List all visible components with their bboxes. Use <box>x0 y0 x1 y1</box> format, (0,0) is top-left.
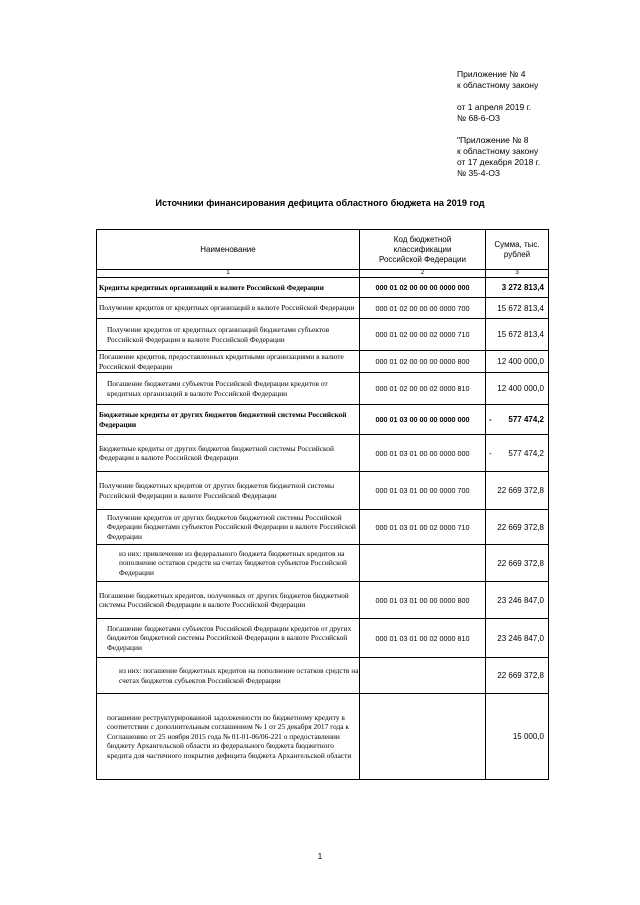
appendix-header <box>457 69 627 190</box>
orig-law-date: от 17 декабря 2018 г. <box>457 157 541 167</box>
row-code: 000 01 03 01 00 02 0000 810 <box>360 619 486 658</box>
row-amount-cell <box>486 435 549 472</box>
row-name: Бюджетные кредиты от других бюджетов бюджетной системы Российской Федерации <box>97 405 360 435</box>
row-amount: 577 474,2 <box>508 448 544 458</box>
row-code: 000 01 03 01 00 00 0000 000 <box>360 435 486 472</box>
table-row <box>97 278 549 298</box>
row-code: 000 01 03 01 00 00 0000 700 <box>360 472 486 510</box>
table-row <box>97 582 549 619</box>
table-row <box>97 405 549 435</box>
column-number-row <box>97 270 549 278</box>
row-amount: 15 672 813,4 <box>486 319 549 351</box>
row-amount: 22 669 372,8 <box>486 658 549 694</box>
row-code: 000 01 03 01 00 00 0000 800 <box>360 582 486 619</box>
table-header-row <box>97 230 549 270</box>
row-name: из них: погашение бюджетных кредитов на пополнение остатков средств на счетах бюджетов субъектов Российской Федерации <box>97 658 360 694</box>
row-code <box>360 694 486 780</box>
col-header-name: Наименование <box>97 230 360 270</box>
row-name: Погашение бюджетами субъектов Российской Федерации кредитов от других бюджетов бюджетной системы Российской Федерации в валюте Российской Федерации <box>97 619 360 658</box>
table-row <box>97 319 549 351</box>
row-code <box>360 658 486 694</box>
row-code: 000 01 02 00 00 00 0000 700 <box>360 298 486 319</box>
row-code <box>360 545 486 582</box>
row-amount: 15 000,0 <box>486 694 549 780</box>
row-name: Погашение бюджетных кредитов, полученных от других бюджетов бюджетной системы Российской Федерации в валюте Российской Федерации <box>97 582 360 619</box>
row-name: Погашение бюджетами субъектов Российской Федерации кредитов от кредитных организаций в валюте Российской Федерации <box>97 373 360 405</box>
table-row <box>97 658 549 694</box>
row-name: Кредиты кредитных организаций в валюте Российской Федерации <box>97 278 360 298</box>
row-amount-cell <box>486 405 549 435</box>
row-code: 000 01 02 00 00 00 0000 000 <box>360 278 486 298</box>
row-code: 000 01 03 01 00 02 0000 710 <box>360 510 486 545</box>
row-name: Получение бюджетных кредитов от других бюджетов бюджетной системы Российской Федерации в валюте Российской Федерации <box>97 472 360 510</box>
document-title: Источники финансирования дефицита областного бюджета на 2019 год <box>155 198 485 208</box>
table-row <box>97 373 549 405</box>
orig-law-number: № 35-4-ОЗ <box>457 168 501 178</box>
law-date: от 1 апреля 2019 г. <box>457 102 532 112</box>
table-row <box>97 619 549 658</box>
financing-sources-table <box>96 229 549 780</box>
table-row <box>97 298 549 319</box>
appendix-line2: к областному закону <box>457 80 539 90</box>
row-amount: 23 246 847,0 <box>486 582 549 619</box>
orig-appendix-line1: "Приложение № 8 <box>457 135 529 145</box>
table-row <box>97 694 549 780</box>
col-header-amount: Сумма, тыс. рублей <box>486 230 549 270</box>
row-code: 000 01 02 00 00 02 0000 810 <box>360 373 486 405</box>
table-row <box>97 545 549 582</box>
minus-sign: - <box>489 415 492 424</box>
row-name: Получение кредитов от кредитных организаций бюджетами субъектов Российской Федерации в валюте Российской Федерации <box>97 319 360 351</box>
row-amount: 577 474,2 <box>508 415 544 424</box>
row-name: Погашение кредитов, предоставленных кредитными организациями в валюте Российской Федерации <box>97 351 360 373</box>
row-amount: 12 400 000,0 <box>486 373 549 405</box>
row-amount: 22 669 372,8 <box>486 510 549 545</box>
row-name: Бюджетные кредиты от других бюджетов бюджетной системы Российской Федерации в валюте Российской Федерации <box>97 435 360 472</box>
table-row <box>97 351 549 373</box>
row-code: 000 01 02 00 00 00 0000 800 <box>360 351 486 373</box>
law-number: № 68-6-ОЗ <box>457 113 501 123</box>
row-amount: 15 672 813,4 <box>486 298 549 319</box>
page-number: 1 <box>317 852 323 861</box>
col-number-3: 3 <box>486 270 549 278</box>
row-name: Получение кредитов от кредитных организаций в валюте Российской Федерации <box>97 298 360 319</box>
orig-appendix-line2: к областному закону <box>457 146 539 156</box>
table-row <box>97 510 549 545</box>
row-code: 000 01 02 00 00 02 0000 710 <box>360 319 486 351</box>
row-code: 000 01 03 00 00 00 0000 000 <box>360 405 486 435</box>
appendix-line1: Приложение № 4 <box>457 69 526 79</box>
row-amount: 23 246 847,0 <box>486 619 549 658</box>
row-amount: 22 669 372,8 <box>486 545 549 582</box>
table-row <box>97 472 549 510</box>
col-number-2: 2 <box>360 270 486 278</box>
row-amount: 22 669 372,8 <box>486 472 549 510</box>
table-row <box>97 435 549 472</box>
row-name: из них: привлечение из федерального бюджета бюджетных кредитов на пополнение остатков средств на счетах бюджетов субъектов Российской Федерации <box>97 545 360 582</box>
col-number-1: 1 <box>97 270 360 278</box>
row-name: Получение кредитов от других бюджетов бюджетной системы Российской Федерации бюджетами субъектов Российской Федерации в валюте Российской Федерации <box>97 510 360 545</box>
row-amount: 12 400 000,0 <box>486 351 549 373</box>
col-header-code: Код бюджетной классификации Российской Федерации <box>360 230 486 270</box>
minus-sign: - <box>489 448 492 458</box>
row-amount: 3 272 813,4 <box>486 278 549 298</box>
row-name: погашение реструктурированной задолженности по бюджетному кредиту в соответствии с дополнительным соглашением № 1 от 25 декабря 2017 года к Соглашению от 25 ноября 2015 года № 01-01-06/06-221 о предоставлении бюджету Архангельской области из федерального бюджета бюджетного кредита для частичного покрытия дефицита бюджета Архангельской области <box>97 694 360 780</box>
